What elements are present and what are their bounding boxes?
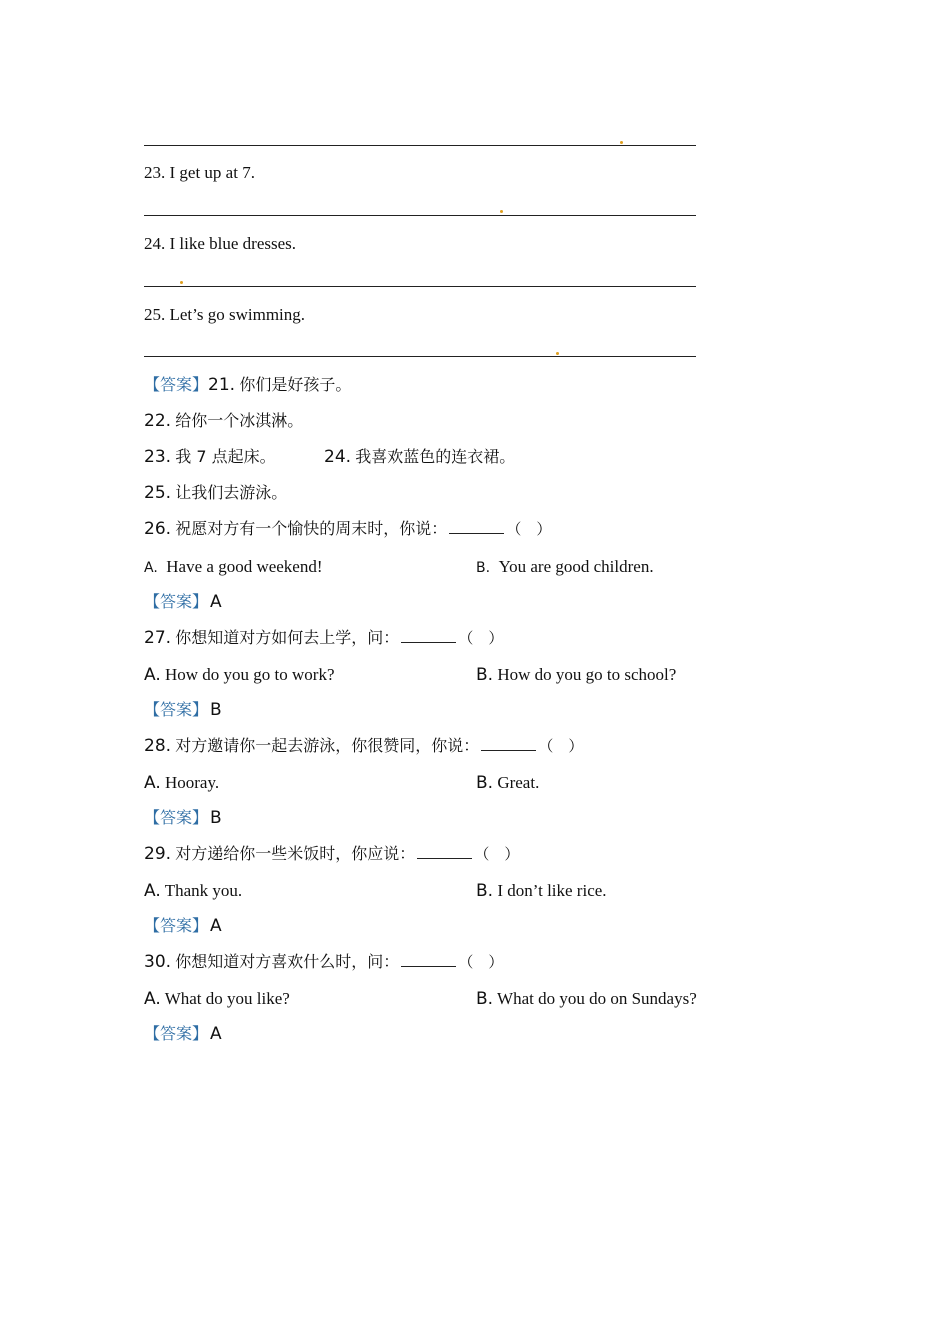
answer-label: 【答案】	[144, 916, 209, 935]
answer-number: 22.	[144, 411, 172, 431]
answer-number: 25.	[144, 483, 172, 503]
question-number: 28.	[144, 736, 172, 756]
option-text: Thank you.	[164, 881, 243, 900]
answer-23	[144, 446, 276, 468]
option-letter: B.	[476, 773, 494, 793]
answer-line	[144, 215, 696, 216]
question-prompt: 你想知道对方喜欢什么时，问：	[175, 952, 400, 971]
answer-paren: （ ）	[458, 629, 504, 647]
answer-30	[144, 1023, 222, 1045]
option-a	[144, 988, 290, 1010]
answer-value: B	[210, 700, 222, 720]
fill-blank	[449, 519, 504, 534]
answer-value: A	[210, 916, 222, 936]
question-29	[144, 843, 519, 865]
answer-line	[144, 286, 696, 287]
answer-28	[144, 807, 222, 829]
fill-blank	[401, 628, 456, 643]
answer-number: 24.	[324, 447, 352, 467]
answer-21	[144, 374, 351, 396]
option-a	[144, 772, 219, 794]
mark-dot	[620, 141, 623, 144]
answer-paren: （ ）	[506, 520, 552, 538]
option-b	[476, 556, 654, 579]
answer-26	[144, 591, 222, 613]
answer-value: A	[210, 592, 222, 612]
answer-label: 【答案】	[144, 375, 209, 394]
option-letter: A.	[144, 881, 161, 901]
question-25	[144, 304, 305, 326]
answer-text: 我 7 点起床。	[175, 447, 276, 466]
answer-label: 【答案】	[144, 700, 209, 719]
question-25-text: 25. Let’s go swimming.	[144, 305, 306, 324]
answer-paren: （ ）	[474, 845, 520, 863]
option-text: Hooray.	[164, 773, 220, 792]
option-letter: A.	[144, 665, 161, 685]
question-prompt: 你想知道对方如何去上学，问：	[175, 628, 400, 647]
answer-text: 让我们去游泳。	[175, 483, 288, 502]
option-text: What do you do on Sundays?	[497, 989, 697, 1008]
answer-22	[144, 410, 303, 432]
option-letter: B.	[476, 665, 494, 685]
option-b	[476, 772, 539, 794]
option-b	[476, 664, 676, 686]
mark-dot	[180, 281, 183, 284]
question-number: 26.	[144, 519, 172, 539]
option-text: How do you go to school?	[497, 665, 677, 684]
option-text: Great.	[497, 773, 540, 792]
answer-line	[144, 145, 696, 146]
answer-label: 【答案】	[144, 808, 209, 827]
option-a	[144, 880, 242, 902]
option-letter: B.	[476, 989, 494, 1009]
answer-label: 【答案】	[144, 592, 209, 611]
question-30	[144, 951, 503, 973]
option-text: Have a good weekend!	[166, 557, 323, 576]
question-23	[144, 162, 255, 184]
answer-25	[144, 482, 287, 504]
question-28	[144, 735, 583, 757]
answer-paren: （ ）	[458, 953, 504, 971]
option-text: What do you like?	[164, 989, 290, 1008]
answer-line	[144, 356, 696, 357]
option-a	[144, 664, 335, 686]
answer-value: A	[210, 1024, 222, 1044]
question-prompt: 对方递给你一些米饭时，你应说：	[175, 844, 416, 863]
answer-number: 21.	[208, 375, 236, 395]
answer-24	[324, 446, 515, 468]
option-a	[144, 556, 323, 579]
question-27	[144, 627, 503, 649]
option-letter: A.	[144, 560, 158, 576]
question-23-text: 23. I get up at 7.	[144, 163, 255, 182]
option-b	[476, 880, 607, 902]
fill-blank	[401, 952, 456, 967]
question-26	[144, 518, 551, 540]
option-text: How do you go to work?	[164, 665, 335, 684]
answer-number: 23.	[144, 447, 172, 467]
question-number: 30.	[144, 952, 172, 972]
option-text: I don’t like rice.	[497, 881, 607, 900]
question-prompt: 祝愿对方有一个愉快的周末时，你说：	[175, 519, 448, 538]
option-text: You are good children.	[498, 557, 654, 576]
fill-blank	[481, 736, 536, 751]
question-number: 27.	[144, 628, 172, 648]
option-letter: A.	[144, 989, 161, 1009]
mark-dot	[500, 210, 503, 213]
fill-blank	[417, 844, 472, 859]
question-24	[144, 233, 296, 255]
answer-value: B	[210, 808, 222, 828]
answer-label: 【答案】	[144, 1024, 209, 1043]
option-letter: B.	[476, 560, 491, 576]
mark-dot	[556, 352, 559, 355]
question-prompt: 对方邀请你一起去游泳，你很赞同，你说：	[175, 736, 480, 755]
question-24-text: 24. I like blue dresses.	[144, 234, 297, 253]
option-letter: B.	[476, 881, 494, 901]
answer-text: 我喜欢蓝色的连衣裙。	[355, 447, 516, 466]
question-number: 29.	[144, 844, 172, 864]
answer-27	[144, 699, 222, 721]
option-b	[476, 988, 697, 1010]
answer-29	[144, 915, 222, 937]
answer-text: 给你一个冰淇淋。	[175, 411, 304, 430]
answer-text: 你们是好孩子。	[239, 375, 352, 394]
option-letter: A.	[144, 773, 161, 793]
answer-paren: （ ）	[538, 737, 584, 755]
